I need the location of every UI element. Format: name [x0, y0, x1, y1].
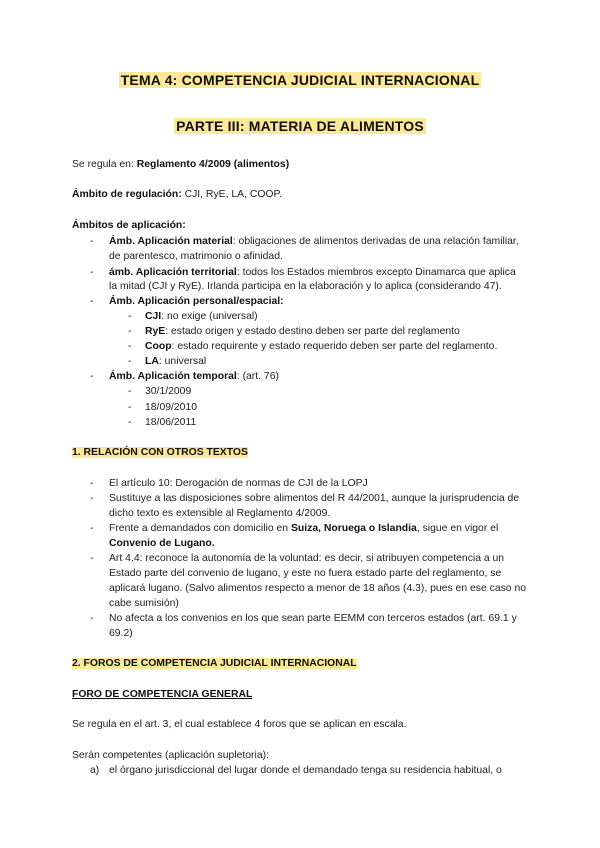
personal-item — [145, 355, 206, 368]
s1-item-2b: dicho texto es extensible al Reglamento 4/2009. — [109, 508, 331, 519]
bullet-dash: - — [128, 326, 132, 337]
section1-heading-text: 1. RELACIÓN CON OTROS TEXTOS — [72, 447, 248, 458]
regula-line — [72, 158, 289, 171]
s1-item-4d: cabe sumisión) — [109, 598, 179, 609]
temporal-line — [109, 370, 279, 383]
bullet-dash: - — [90, 553, 94, 564]
bullet-dash: - — [90, 478, 94, 489]
s1-item-3a-tail: , sigue en vigor el — [416, 523, 499, 534]
s1-item-5a: No afecta a los convenios en los que sean parte EEMM con terceros estados (art. 69.1 y — [109, 613, 517, 624]
personal-item-text: : estado requirente y estado requerido deben ser parte del reglamento. — [171, 341, 498, 352]
ambito-text: CJI, RyE, LA, COOP. — [181, 189, 282, 200]
bullet-dash: - — [90, 493, 94, 504]
bullet-dash: - — [90, 236, 94, 247]
s1-item-3b: Convenio de Lugano. — [109, 538, 215, 549]
main-title — [0, 72, 600, 88]
section2-heading — [72, 657, 357, 670]
territorial-text-1: : todos los Estados miembros excepto Dinamarca que aplica — [236, 267, 516, 278]
regula-prefix: Se regula en: — [72, 159, 137, 170]
bullet-dash: - — [90, 296, 94, 307]
bullet-dash: - — [90, 371, 94, 382]
regula-bold: Reglamento 4/2009 (alimentos) — [136, 159, 290, 170]
part-title — [0, 118, 600, 134]
bullet-dash: - — [128, 402, 132, 413]
material-line-2: de parentesco, matrimonio o afinidad. — [109, 251, 283, 262]
material-bold: Ámb. Aplicación material — [109, 236, 233, 247]
s1-item-2a: Sustituye a las disposiciones sobre alimentos del R 44/2001, aunque la jurisprudencia de — [109, 493, 520, 504]
bullet-dash: - — [128, 311, 132, 322]
material-line-1 — [109, 235, 519, 248]
section2-paragraph-2: Serán competentes (aplicación supletoria): — [72, 750, 269, 761]
s1-item-4a: Art 4.4: reconoce la autonomía de la voluntad: es decir, si atribuyen competencia a un — [109, 553, 505, 564]
s1-item-5b: 69.2) — [109, 628, 133, 639]
bullet-dash: - — [128, 386, 132, 397]
ambito-bold: Ámbito de regulación: — [72, 189, 182, 200]
date-item: 18/09/2010 — [145, 402, 198, 413]
personal-item — [145, 325, 460, 338]
list-marker-a: a) — [90, 765, 100, 776]
section2-paragraph-1: Se regula en el art. 3, el cual establece 4 foros que se aplican en escala. — [72, 719, 407, 730]
bullet-dash: - — [90, 267, 94, 278]
main-title-text: TEMA 4: COMPETENCIA JUDICIAL INTERNACIONAL — [120, 72, 480, 88]
personal-item-text: : estado origen y estado destino deben ser parte del reglamento — [165, 326, 460, 337]
personal-item-text: : no exige (universal) — [161, 311, 258, 322]
ambitos-heading: Ámbitos de aplicación: — [72, 220, 186, 231]
s1-item-1: El artículo 10: Derogación de normas de CJI de la LOPJ — [109, 478, 368, 489]
personal-item-bold: RyE — [145, 326, 166, 337]
s1-item-4c: aplicará lugano. (Salvo alimentos respecto a menor de 18 años (4.3), pues en ese caso no — [109, 583, 527, 594]
date-item: 30/1/2009 — [145, 386, 192, 397]
personal-item — [145, 340, 497, 353]
section2-heading-text: 2. FOROS DE COMPETENCIA JUDICIAL INTERNACIONAL — [72, 658, 357, 669]
personal-item — [145, 310, 258, 323]
material-text-1: : obligaciones de alimentos derivadas de una relación familiar, — [232, 236, 519, 247]
s1-item-3a-text: Frente a demandados con domicilio en — [109, 523, 291, 534]
bullet-dash: - — [90, 523, 94, 534]
territorial-line-2: la mitad (CJI y RyE). Irlanda participa en la elaboración y lo aplica (considerando 47). — [109, 281, 502, 292]
bullet-dash: - — [90, 613, 94, 624]
bullet-dash: - — [128, 341, 132, 352]
personal-item-bold: Coop — [145, 341, 172, 352]
territorial-bold: ámb. Aplicación territorial — [109, 267, 237, 278]
s1-item-4b: Estado parte del convenio de lugano, y este no fuera estado parte del reglamento, se — [109, 568, 502, 579]
personal-item-text: : universal — [158, 356, 207, 367]
part-title-text: PARTE III: MATERIA DE ALIMENTOS — [176, 118, 424, 134]
personal-item-bold: CJI — [145, 311, 162, 322]
bullet-dash: - — [128, 417, 132, 428]
date-item: 18/06/2011 — [145, 417, 197, 428]
temporal-bold: Ámb. Aplicación temporal — [109, 371, 237, 382]
temporal-text: : (art. 76) — [236, 371, 279, 382]
list-item-a: el órgano jurisdiccional del lugar donde el demandado tenga su residencia habitual, o — [109, 765, 502, 776]
s1-item-3a-bold: Suiza, Noruega o Islandia — [290, 523, 417, 534]
s1-item-3a — [109, 522, 498, 535]
ambito-line — [72, 188, 282, 201]
bullet-dash: - — [128, 356, 132, 367]
personal-item-bold: LA — [145, 356, 159, 367]
territorial-line-1 — [109, 266, 516, 279]
personal-heading: Ámb. Aplicación personal/espacial: — [109, 296, 284, 307]
section2-subheading: FORO DE COMPETENCIA GENERAL — [72, 689, 253, 700]
section1-heading — [72, 446, 248, 459]
